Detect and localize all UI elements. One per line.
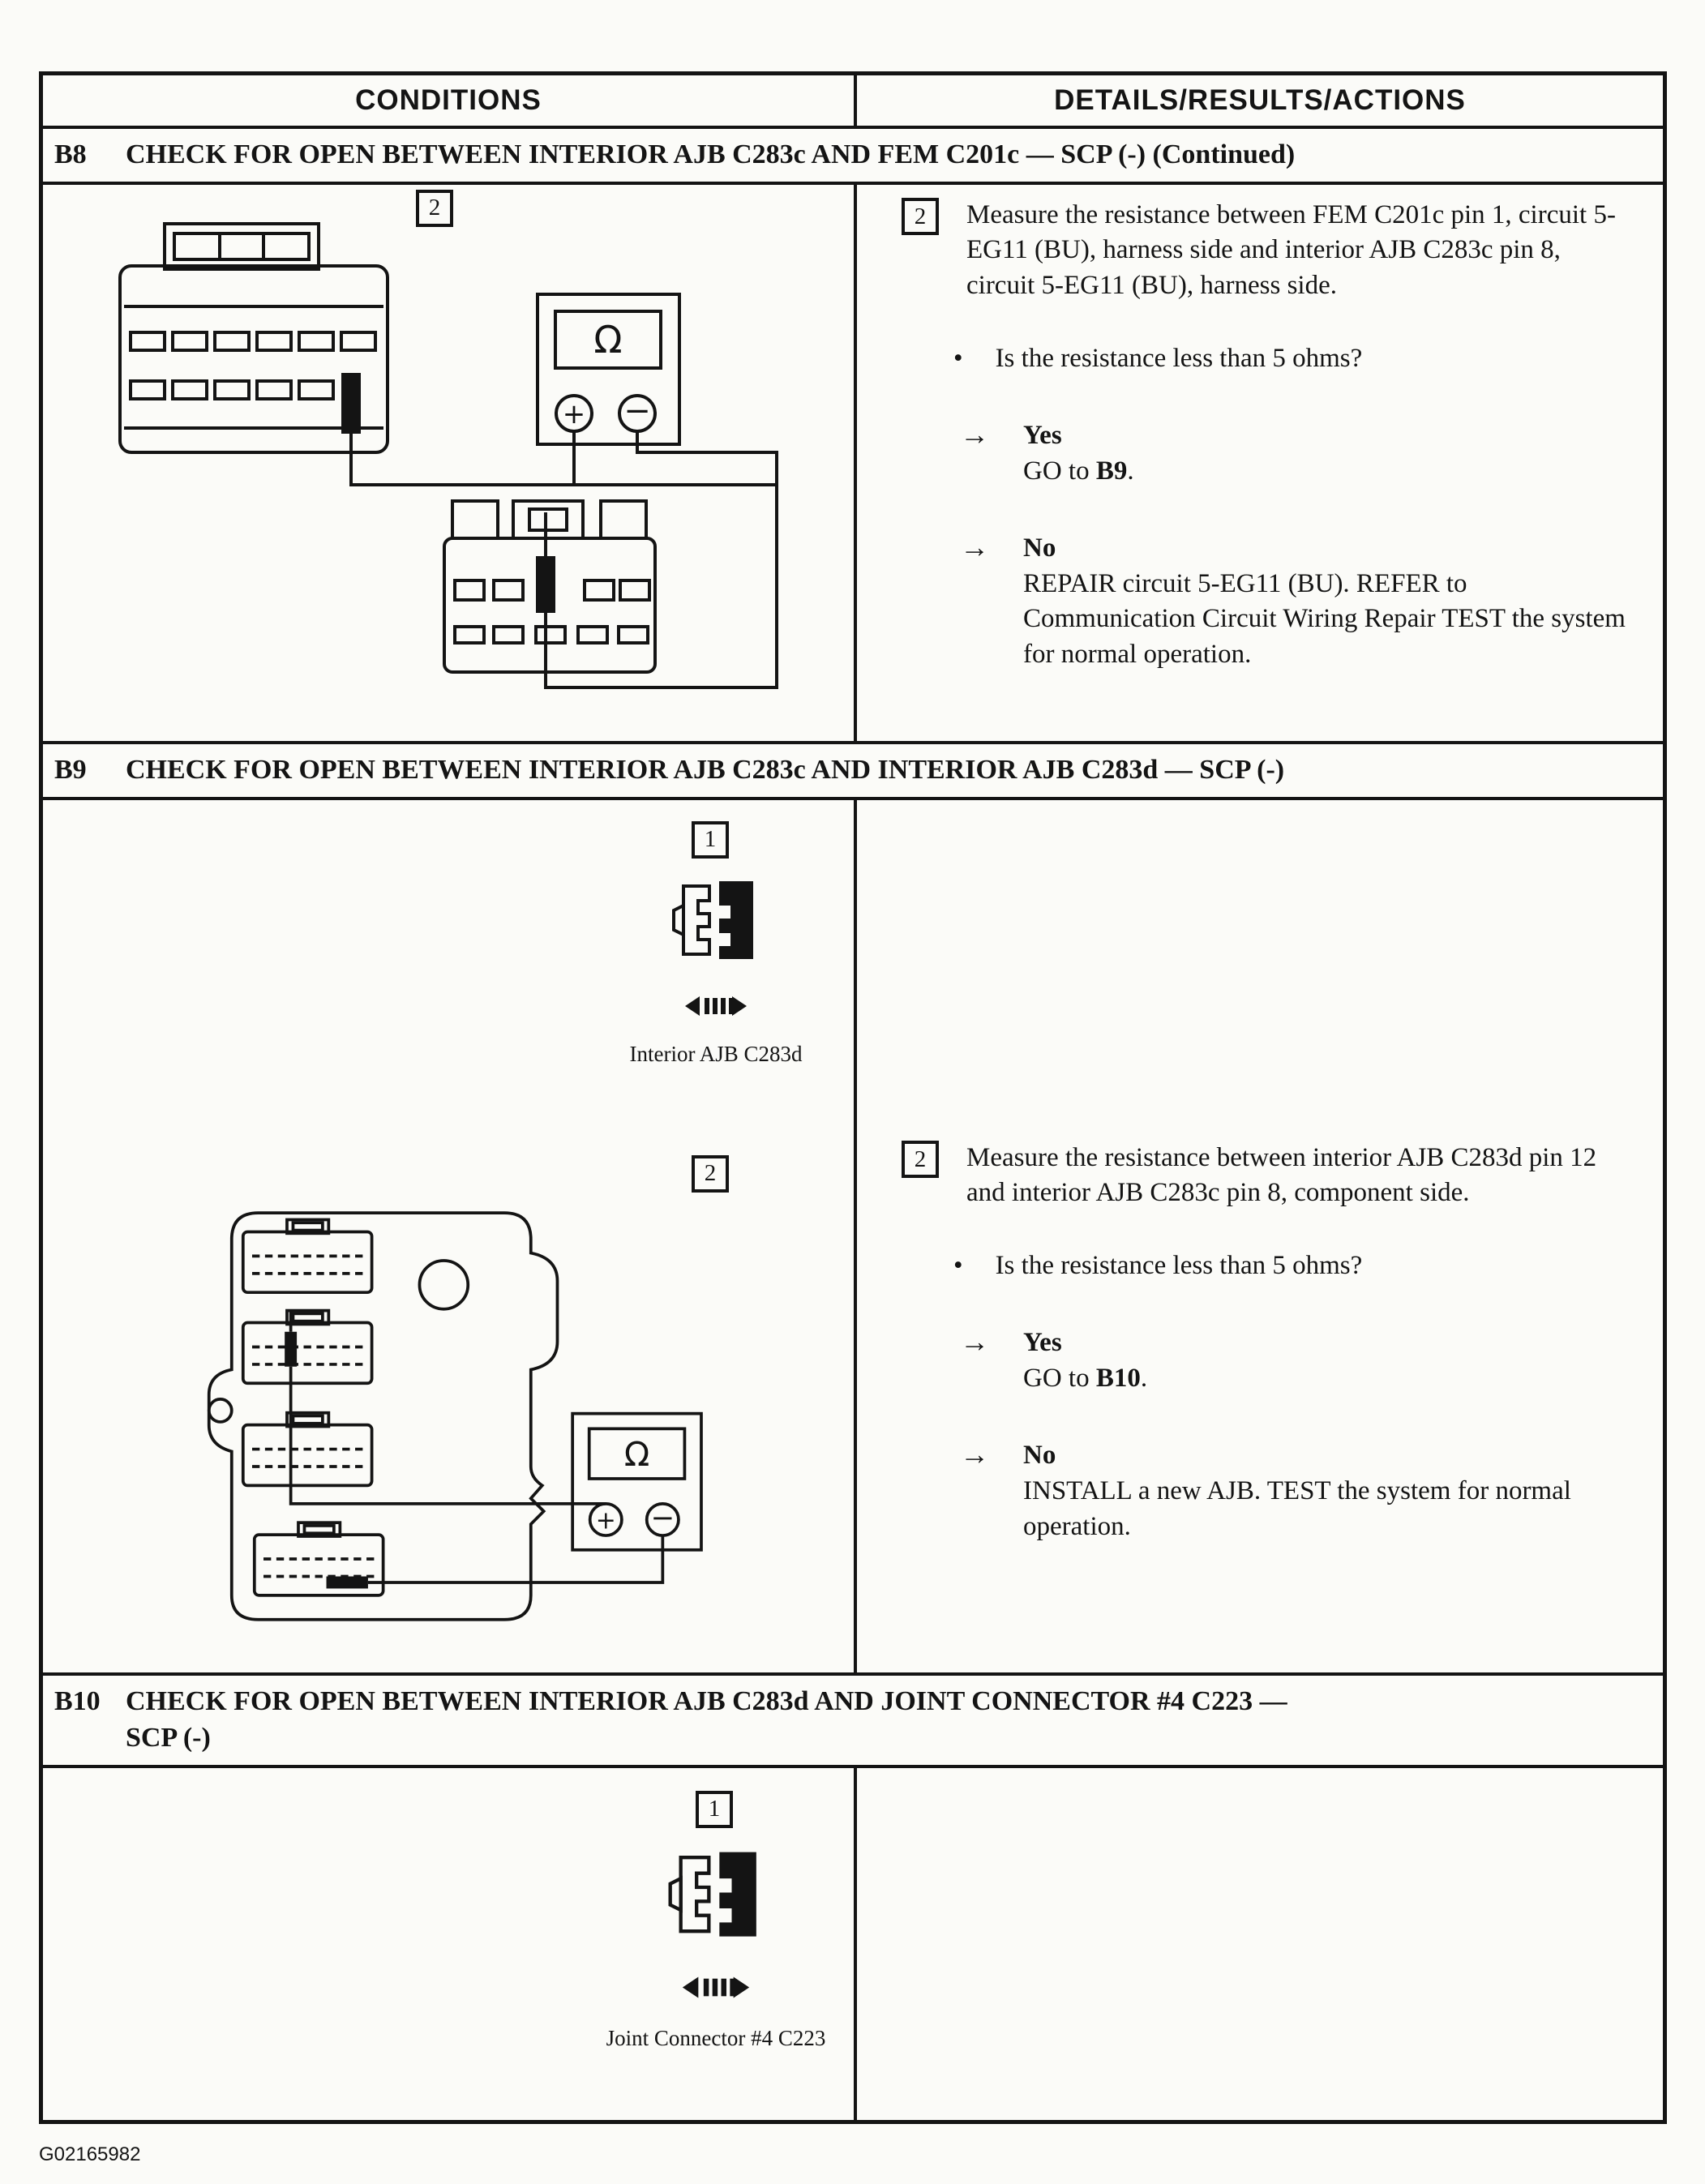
b10-actions-cell	[857, 1768, 1663, 2120]
question-row	[953, 1248, 1626, 1284]
arrow-icon: →	[960, 531, 989, 564]
column-header-conditions	[43, 75, 857, 126]
connector-icon	[667, 875, 765, 1021]
yes-label: Yes	[1023, 421, 1062, 451]
connector-caption: Joint Connector #4 C223	[606, 2025, 826, 2050]
details-label: DETAILS/RESULTS/ACTIONS	[1054, 84, 1466, 116]
section-id: B10	[54, 1685, 101, 1716]
step-number-box	[696, 1791, 733, 1828]
test-lead-wires	[291, 1310, 663, 1582]
branch-body	[1023, 418, 1134, 489]
section-body-b9	[43, 797, 1663, 1672]
step-number: 2	[428, 195, 441, 221]
figure-id: G02165982	[39, 2143, 141, 2165]
plus-terminal: +	[562, 397, 586, 430]
b9-ajb-diagram	[148, 1201, 724, 1641]
plus-terminal: +	[595, 1506, 616, 1535]
minus-terminal: −	[650, 1501, 675, 1535]
b9-conditions-cell	[43, 800, 857, 1672]
step-instruction	[902, 198, 1626, 304]
probe-pins	[341, 373, 555, 613]
step-number-box	[902, 1141, 939, 1178]
yes-action: GO to B10.	[1023, 1363, 1148, 1393]
section-id: B8	[54, 139, 87, 169]
ajb-connector-blocks	[243, 1219, 383, 1595]
yes-branch	[960, 1325, 1626, 1396]
no-branch	[960, 531, 1626, 672]
section-title-text: CHECK FOR OPEN BETWEEN INTERIOR AJB C283c AND INTERIOR AJB C283d — SCP (-)	[126, 754, 1285, 785]
step-number-box	[902, 198, 939, 235]
section-body-b8	[43, 182, 1663, 741]
step-instruction	[902, 1141, 1626, 1211]
section-title-b10	[43, 1672, 1663, 1765]
branch-body	[1023, 1438, 1626, 1544]
no-label: No	[1023, 1441, 1056, 1471]
step-number-box	[692, 1155, 729, 1193]
connector-icon	[663, 1845, 769, 2003]
yes-branch	[960, 418, 1626, 489]
yes-action: GO to B9.	[1023, 456, 1134, 486]
no-action: INSTALL a new AJB. TEST the system for normal operation.	[1023, 1476, 1571, 1541]
ohm-symbol: Ω	[623, 1434, 650, 1474]
b8-conditions-cell	[43, 185, 857, 741]
no-action: REPAIR circuit 5-EG11 (BU). REFER to Communication Circuit Wiring Repair TEST the system for normal operation.	[1023, 568, 1626, 669]
question-text: Is the resistance less than 5 ohms?	[995, 343, 1363, 373]
b8-actions-cell	[857, 185, 1663, 741]
no-branch	[960, 1438, 1626, 1544]
conditions-label: CONDITIONS	[355, 84, 542, 116]
section-title-text-line2: SCP (-)	[126, 1722, 211, 1753]
insertion-arrow-icon	[683, 1976, 749, 1998]
section-title-b8	[43, 126, 1663, 182]
instruction-text: Measure the resistance between FEM C201c pin 1, circuit 5-EG11 (BU), harness side and interior AJB C283c pin 8, circuit 5-EG11 (BU), harness side.	[966, 199, 1616, 300]
b9-actions-cell	[857, 800, 1663, 1672]
section-title-text: CHECK FOR OPEN BETWEEN INTERIOR AJB C283d AND JOINT CONNECTOR #4 C223 —	[126, 1685, 1287, 1716]
insertion-arrow-icon	[685, 996, 747, 1016]
bullet-icon: •	[953, 1250, 963, 1280]
arrow-icon: →	[960, 1325, 989, 1359]
multimeter-drawing	[538, 294, 679, 444]
step-number: 2	[704, 1160, 717, 1187]
no-label: No	[1023, 533, 1056, 563]
section-title-text: CHECK FOR OPEN BETWEEN INTERIOR AJB C283c AND FEM C201c — SCP (-) (Continued)	[126, 139, 1296, 169]
probe-pins	[285, 1332, 368, 1589]
diagnostic-table	[39, 71, 1667, 2124]
section-body-b10	[43, 1765, 1663, 2120]
question-text: Is the resistance less than 5 ohms?	[995, 1250, 1363, 1280]
bullet-icon: •	[953, 343, 963, 373]
section-title-b9	[43, 741, 1663, 797]
column-header-details	[857, 75, 1663, 126]
arrow-icon: →	[960, 418, 989, 452]
multimeter-drawing	[572, 1413, 701, 1549]
question-row	[953, 341, 1626, 377]
test-lead-wires	[351, 431, 777, 687]
b8-measurement-diagram	[43, 185, 854, 736]
instruction-text: Measure the resistance between interior AJB C283d pin 12 and interior AJB C283c pin 8, component side.	[966, 1142, 1597, 1208]
step-number: 2	[914, 1146, 927, 1172]
branch-body	[1023, 531, 1626, 672]
table-header	[43, 75, 1663, 126]
step-number: 2	[914, 203, 927, 229]
arrow-icon: →	[960, 1438, 989, 1471]
step-number: 1	[704, 826, 717, 853]
branch-body	[1023, 1325, 1147, 1396]
minus-terminal: −	[623, 392, 651, 430]
ohm-symbol: Ω	[593, 317, 623, 362]
step-number-box	[692, 821, 729, 859]
b10-conditions-cell	[43, 1768, 857, 2120]
connector-caption: Interior AJB C283d	[629, 1041, 803, 1066]
yes-label: Yes	[1023, 1328, 1062, 1358]
step-number: 1	[708, 1796, 721, 1822]
section-id: B9	[54, 754, 87, 785]
